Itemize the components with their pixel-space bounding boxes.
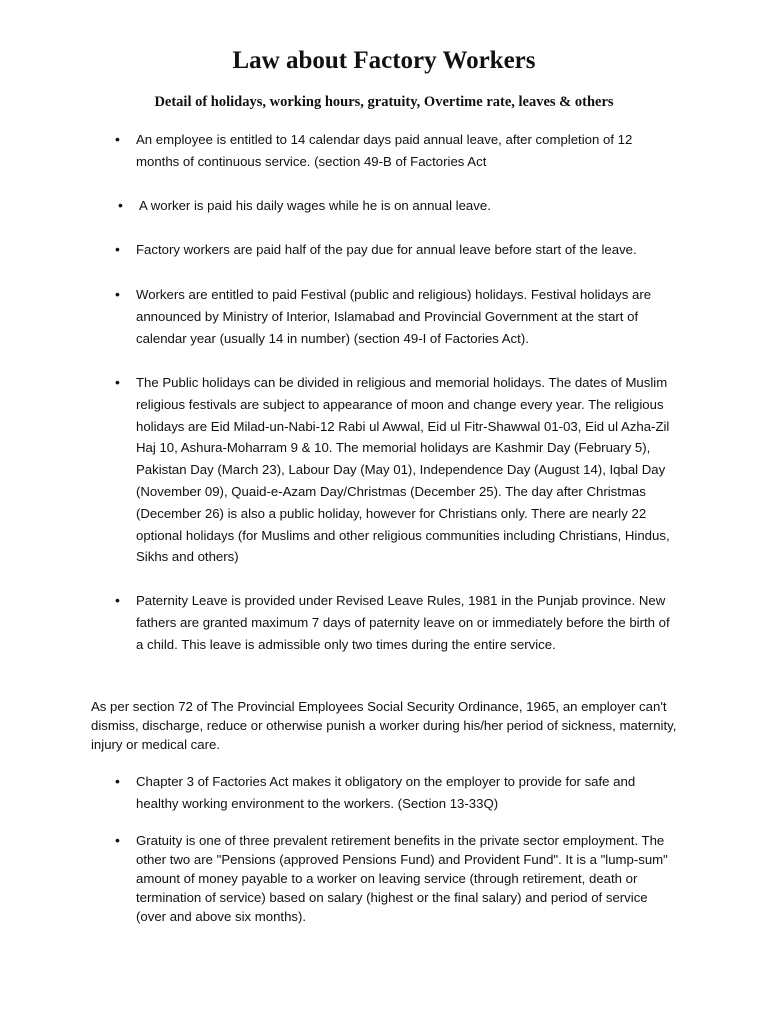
social-security-paragraph: As per section 72 of The Provincial Employees Social Security Ordinance, 1965, an employer can't dismiss, discharge, reduce or otherwise punish a worker during his/her period of sickness, maternity, injury or medical care.	[91, 699, 677, 752]
bullet-festival-holidays: • Workers are entitled to paid Festival (public and religious) holidays. Festival holidays are announced by Ministry of Interior, Islamabad and Provincial Government at the start of calendar year (usually 14 in number) (section 49-I of Factories Act).	[136, 284, 671, 349]
bullet-gratuity: • Gratuity is one of three prevalent retirement benefits in the private sector employment. The other two are "Pensions (approved Pensions Fund) and Provident Fund". It is a "lump-sum" amount of money payable to a worker on leaving service (through retirement, death or termination of service) based on salary (highest or the final salary) and period of service (over and above six months).	[136, 831, 671, 926]
page-title: Law about Factory Workers	[232, 47, 536, 74]
page-subtitle: Detail of holidays, working hours, gratuity, Overtime rate, leaves & others	[154, 94, 614, 110]
bullet-paternity-leave: • Paternity Leave is provided under Revised Leave Rules, 1981 in the Punjab province. New fathers are granted maximum 7 days of paternity leave on or immediately before the birth of a child. This leave is admissible only two times during the entire service.	[136, 590, 671, 655]
bullet-safe-environment: • Chapter 3 of Factories Act makes it obligatory on the employer to provide for safe and healthy working environment to the workers. (Section 13-33Q)	[136, 771, 671, 815]
bullet-public-holidays: • The Public holidays can be divided in religious and memorial holidays. The dates of Muslim religious festivals are subject to appearance of moon and change every year. The religious holidays are Eid Milad-un-Nabi-12 Rabi ul Awwal, Eid ul Fitr-Shawwal 01-03, Eid ul Azha-Zil Haj 10, Ashura-Moharram 9 & 10. The memorial holidays are Kashmir Day (February 5), Pakistan Day (March 23), Labour Day (May 01), Independence Day (August 14), Iqbal Day (November 09), Quaid-e-Azam Day/Christmas (December 25). The day after Christmas (December 26) is also a public holiday, however for Christians only. There are nearly 22 optional holidays (for Muslims and other religious communities including Christians, Hindus, Sikhs and others)	[136, 372, 671, 568]
bullet-daily-wages: • A worker is paid his daily wages while he is on annual leave.	[139, 195, 674, 217]
bullet-annual-leave: • An employee is entitled to 14 calendar days paid annual leave, after completion of 12 months of continuous service. (section 49-B of Factories Act	[136, 129, 671, 173]
bullet-half-pay: • Factory workers are paid half of the pay due for annual leave before start of the leave.	[136, 239, 671, 261]
